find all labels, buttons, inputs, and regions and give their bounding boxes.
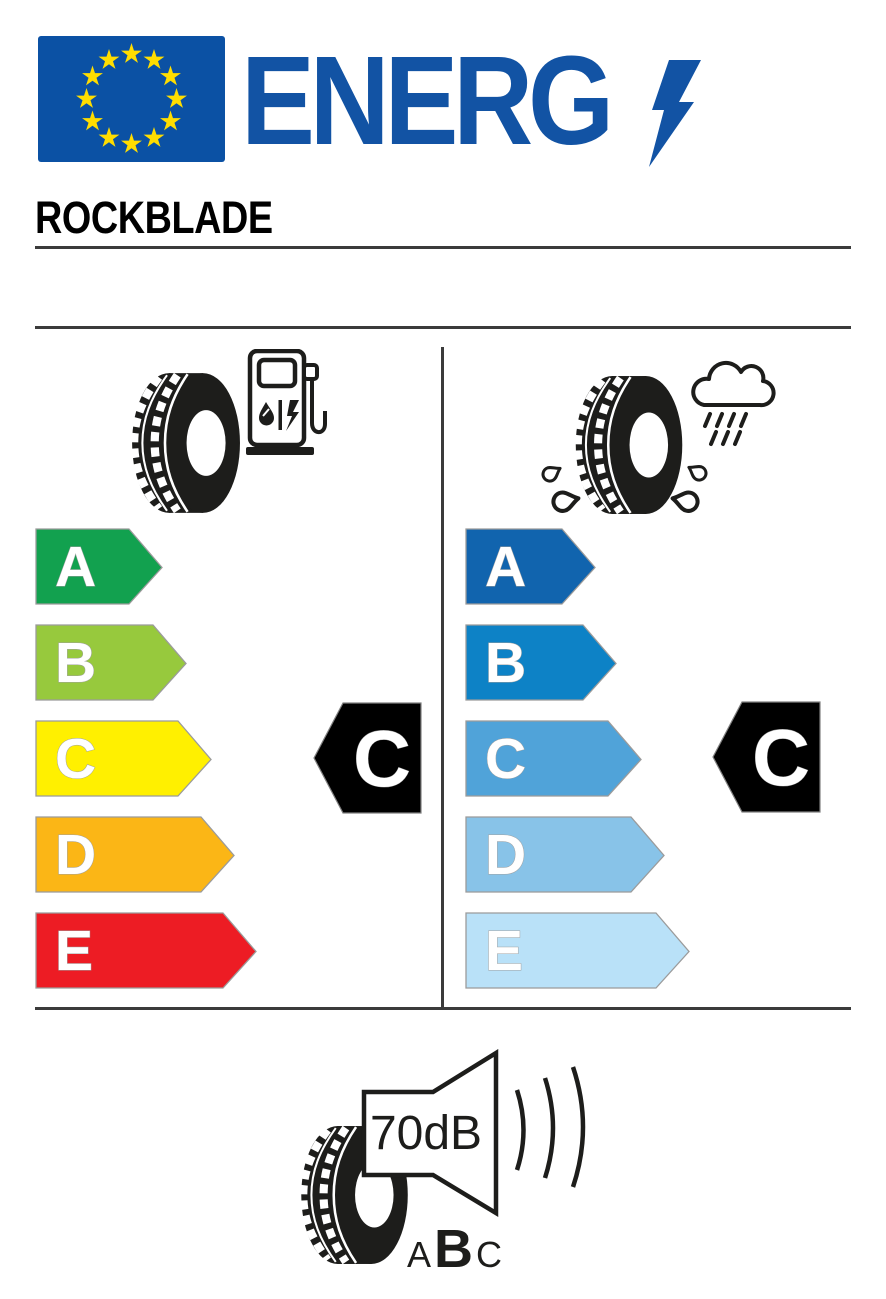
wet-grade-label-b: B [485, 631, 527, 695]
wet-grade-arrow-d [466, 817, 664, 892]
wet-rating-cursor [711, 701, 821, 813]
fuel-grade-label-d: D [55, 823, 97, 887]
divider-line-upper [35, 326, 851, 329]
wet-grip-scale [465, 528, 695, 990]
noise-value: 70dB [369, 1107, 483, 1160]
wet-grade-arrow-e [466, 913, 689, 988]
water-splash-icon [525, 440, 745, 520]
fuel-grade-arrow-c [36, 721, 211, 796]
sound-waves-icon [507, 1058, 597, 1193]
wet-grade-arrow-c [466, 721, 641, 796]
lightning-bolt-icon [645, 60, 703, 168]
fuel-grade-arrow-d [36, 817, 234, 892]
fuel-rating-cursor [312, 702, 422, 814]
fuel-grade-label-c: C [55, 727, 97, 791]
fuel-grade-label-a: A [55, 535, 97, 599]
wet-grade-label-a: A [485, 535, 527, 599]
fuel-pump-icon [246, 349, 328, 457]
fuel-grade-arrow-b [36, 625, 186, 700]
wet-grade-label-c: C [485, 727, 527, 791]
divider-line-top [35, 246, 851, 249]
fuel-rating-letter: C [353, 714, 411, 803]
rain-cloud-icon [680, 348, 780, 448]
fuel-grade-label-b: B [55, 631, 97, 695]
divider-line-lower [35, 1007, 851, 1010]
fuel-grade-arrow-e [36, 913, 256, 988]
brand-name: ROCKBLADE [35, 192, 273, 243]
noise-grade-a: A [407, 1234, 432, 1275]
energ-logo-text: ENERG [241, 30, 609, 171]
fuel-efficiency-scale [35, 528, 265, 990]
noise-grade-c: C [476, 1234, 503, 1275]
wet-grade-label-e: E [485, 919, 524, 983]
divider-line-vertical [441, 347, 444, 1007]
fuel-grade-arrow-a [36, 529, 162, 604]
wet-grade-label-d: D [485, 823, 527, 887]
noise-speaker-icon [360, 1049, 502, 1217]
fuel-grade-label-e: E [55, 919, 94, 983]
noise-grade-scale [407, 1218, 502, 1280]
wet-grade-arrow-a [466, 529, 595, 604]
wet-grade-arrow-b [466, 625, 616, 700]
eu-flag [38, 36, 225, 162]
noise-grade-b-selected: B [434, 1219, 474, 1279]
wet-rating-letter: C [752, 713, 810, 802]
fuel-tire-icon [128, 368, 241, 518]
